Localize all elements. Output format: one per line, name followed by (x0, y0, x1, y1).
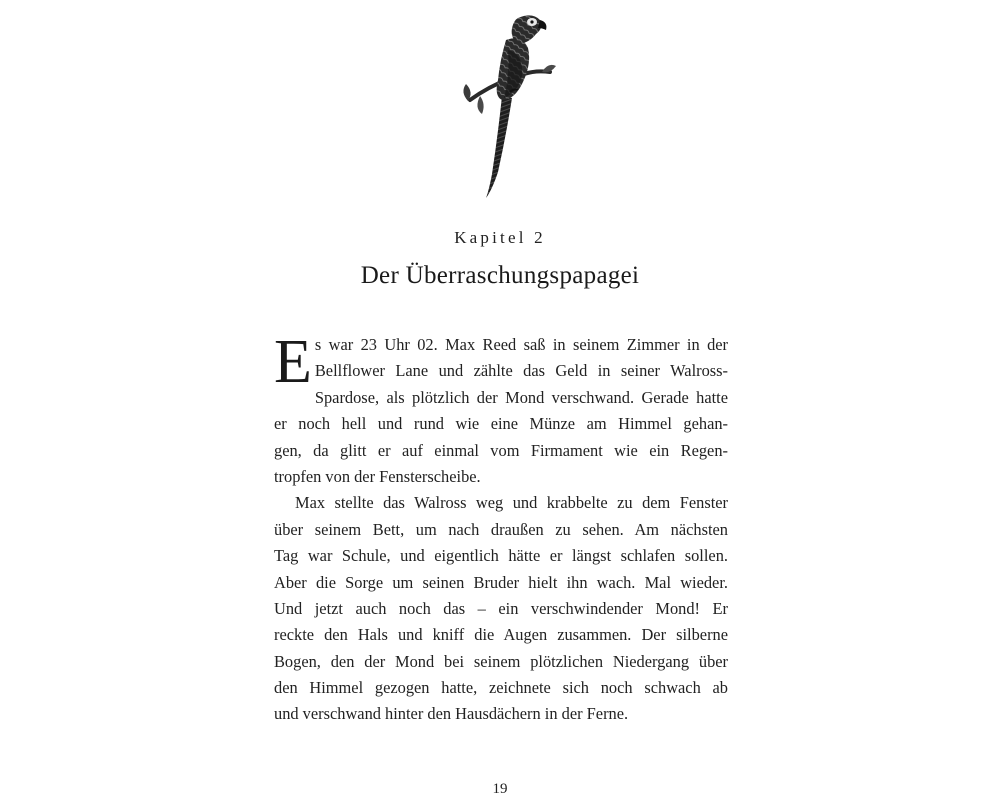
parrot-illustration (440, 4, 560, 200)
paragraph-2 (274, 490, 728, 728)
text-line: er noch hell und rund wie eine Münze am Himmel gehan- (274, 414, 728, 434)
text-line: Max stellte das Walross weg und krabbelte zu dem Fenster (295, 493, 728, 513)
text-line: gen, da glitt er auf einmal vom Firmament wie ein Regen- (274, 440, 728, 460)
text-line: reckte den Hals und kniff die Augen zusammen. Der silberne (274, 625, 728, 645)
page-number: 19 (492, 781, 508, 797)
text-line: Und jetzt auch noch das – ein verschwindender Mond! Er (274, 598, 728, 618)
text-line: Bogen, den der Mond bei seinem plötzlichen Niedergang über (274, 651, 728, 671)
chapter-number: Kapitel 2 (454, 228, 546, 247)
text-line: über seinem Bett, um nach draußen zu sehen. Am nächsten (274, 519, 728, 539)
text-line: Bellflower Lane und zählte das Geld in seiner Walross- (314, 361, 728, 381)
paragraph-1 (274, 328, 728, 396)
parrot-icon (440, 4, 560, 200)
text-line: den Himmel gezogen hatte, zeichnete sich noch schwach ab (274, 678, 728, 698)
drop-cap: E (274, 328, 312, 396)
text-line: Spardose, als plötzlich der Mond verschwand. Gerade hatte (314, 387, 728, 407)
chapter-title: Der Überraschungspapagei (360, 262, 640, 289)
text-line: s war 23 Uhr 02. Max Reed saß in seinem Zimmer in der (314, 335, 728, 354)
text-line: Tag war Schule, und eigentlich hätte er längst schlafen sollen. (274, 546, 728, 566)
text-line: und verschwand hinter den Hausdächern in der Ferne. (274, 704, 629, 724)
body-text (274, 328, 728, 728)
text-line: tropfen von der Fensterscheibe. (274, 466, 481, 486)
text-line: Aber die Sorge um seinen Bruder hielt ihn wach. Mal wieder. (274, 572, 728, 592)
